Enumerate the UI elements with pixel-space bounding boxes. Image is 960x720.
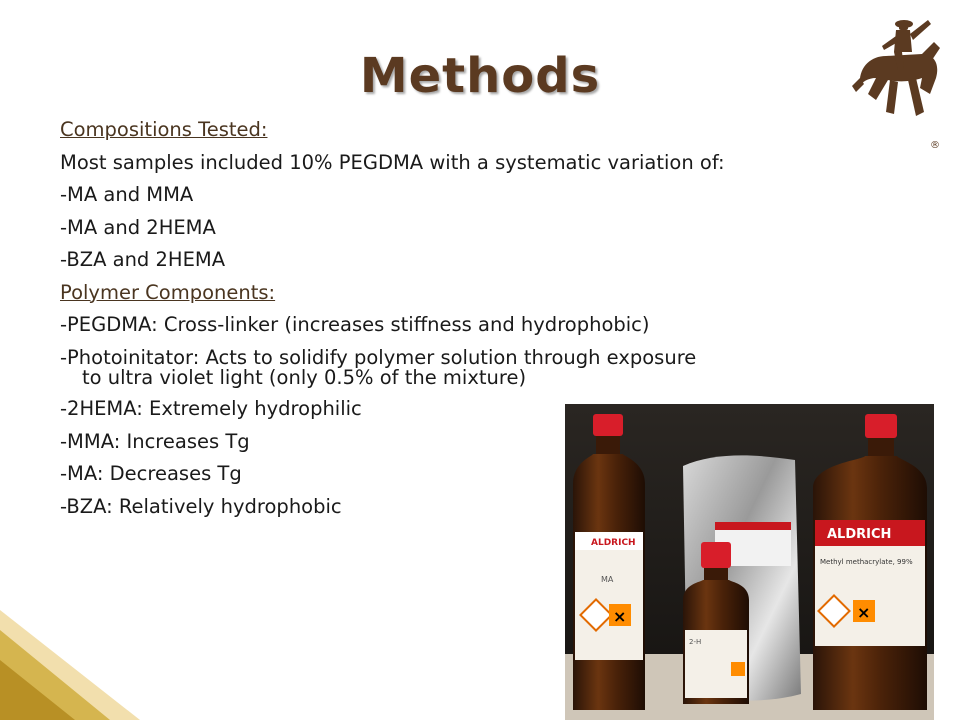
- component-item: [60, 309, 920, 342]
- component-desc: : Decreases Tg: [96, 462, 242, 485]
- component-dash: -: [60, 313, 68, 336]
- brand-label-right: ALDRICH: [827, 527, 892, 542]
- chemical-bottles-photo: [565, 404, 934, 720]
- brand-label-left: ALDRICH: [591, 538, 636, 548]
- component-desc: : Cross-linker (increases stiffness and hydrophobic): [151, 313, 650, 336]
- component-desc: : Extremely hydrophilic: [136, 397, 362, 420]
- variation-item: -MA and MMA: [60, 183, 194, 206]
- component-term: BZA: [66, 494, 107, 518]
- intro-text: Most samples included 10% PEGDMA with a systematic variation of:: [60, 150, 725, 174]
- decorative-corner-stripes: [0, 600, 140, 720]
- component-desc: : Acts to solidify polymer solution through exposure: [192, 345, 697, 369]
- component-dash: -: [60, 397, 68, 420]
- left-bottle-label: MA: [601, 575, 614, 584]
- component-dash: -: [60, 494, 67, 518]
- component-term: 2HEMA: [67, 397, 137, 420]
- component-dash: -: [60, 345, 68, 369]
- component-term: Photoinitator: [67, 345, 193, 369]
- variation-item: -BZA and 2HEMA: [60, 248, 226, 271]
- component-term: MMA: [67, 429, 114, 453]
- component-desc: : Relatively hydrophobic: [106, 494, 342, 518]
- component-dash: -: [60, 462, 68, 485]
- svg-text:×: ×: [613, 607, 627, 626]
- right-bottle-label: Methyl methacrylate, 99%: [820, 558, 913, 566]
- slide-title: Methods: [359, 48, 601, 104]
- registered-mark: ®: [930, 140, 940, 150]
- svg-text:×: ×: [857, 603, 871, 622]
- small-bottle-label: 2-H: [689, 638, 702, 646]
- component-dash: -: [60, 429, 68, 453]
- component-term: MA: [67, 462, 97, 485]
- component-term: PEGDMA: [67, 313, 152, 336]
- compositions-heading: Compositions Tested:: [60, 118, 268, 141]
- variation-item: -MA and 2HEMA: [60, 215, 216, 239]
- component-desc: : Increases Tg: [113, 429, 250, 453]
- components-heading: Polymer Components:: [60, 280, 276, 304]
- component-desc-continued: to ultra violet light (only 0.5% of the mixture): [82, 366, 527, 389]
